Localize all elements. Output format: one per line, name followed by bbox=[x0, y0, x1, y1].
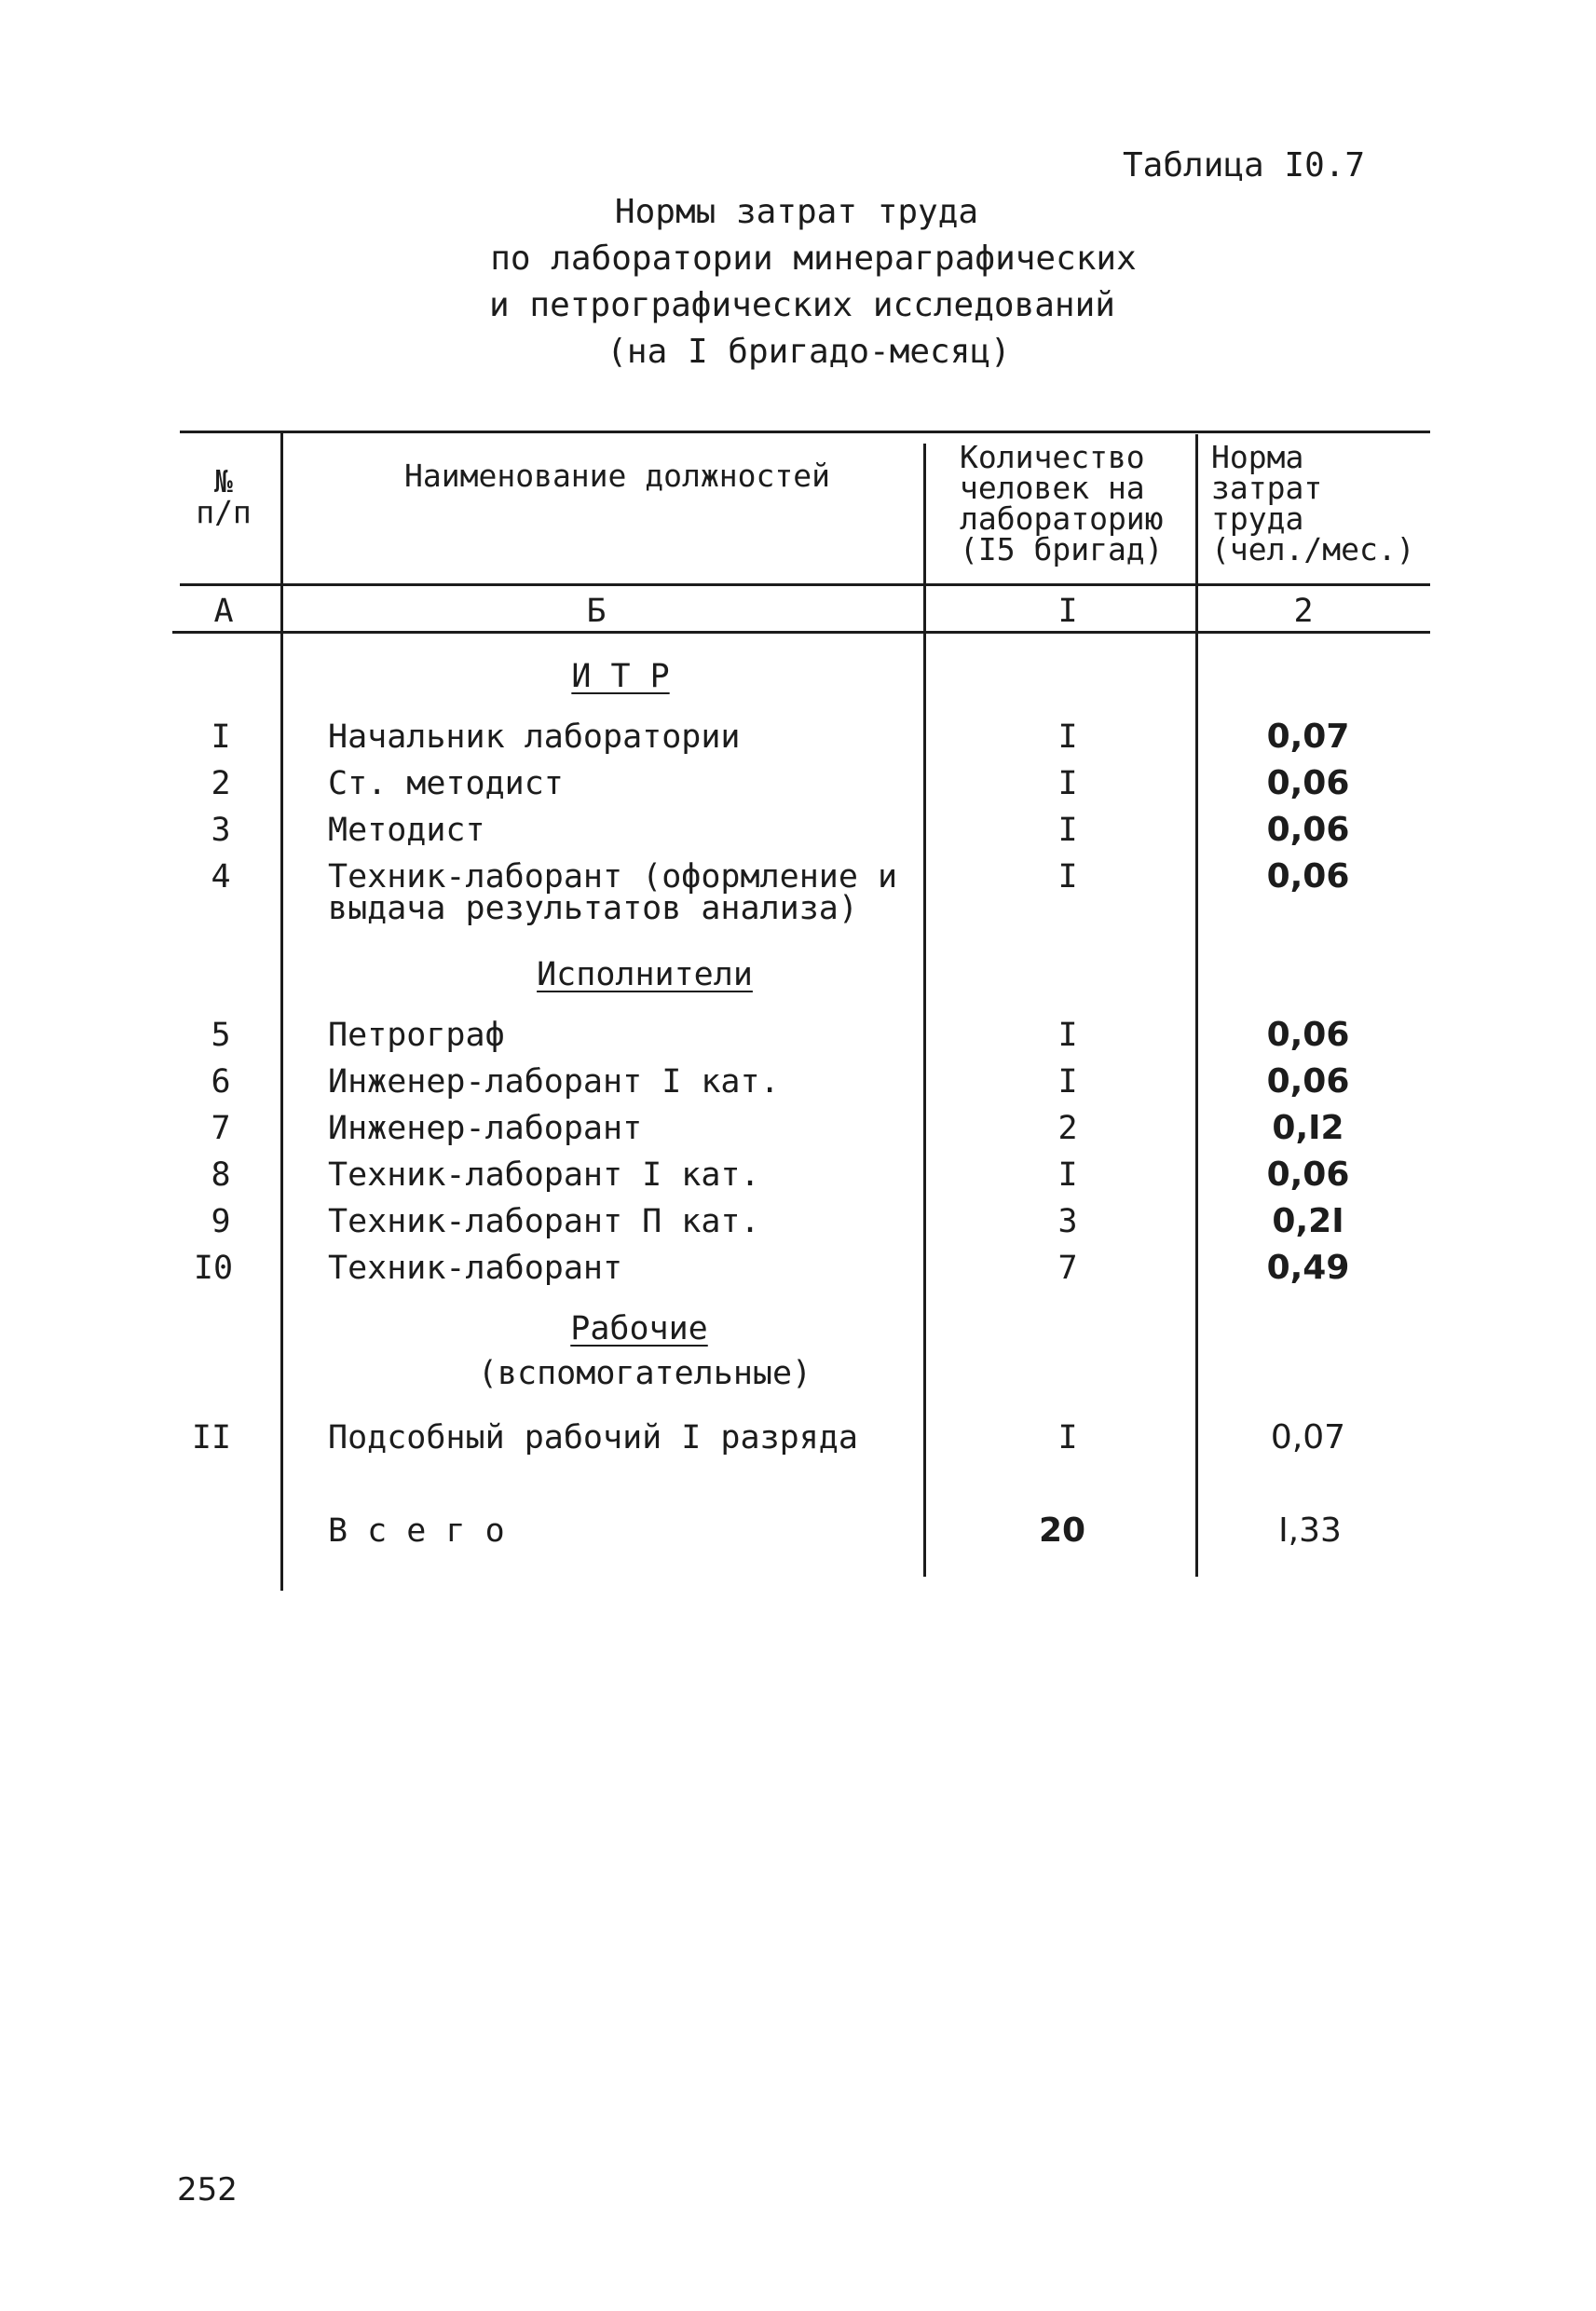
row-number: 9 bbox=[211, 1203, 231, 1240]
section-subheading-workers: (вспомогательные) bbox=[477, 1355, 812, 1392]
row-quantity: I bbox=[1057, 812, 1078, 849]
row-number: 7 bbox=[211, 1110, 231, 1147]
column-divider-3 bbox=[1195, 434, 1198, 1577]
row-number: I bbox=[211, 718, 231, 756]
column-code-norm: 2 bbox=[1293, 593, 1314, 630]
column-header-qty: Количество человек на лабораторию (I5 бригад) bbox=[960, 439, 1164, 567]
row-labor-norm: 0,2I bbox=[1272, 1202, 1344, 1240]
row-position-name: Петрограф bbox=[328, 1017, 505, 1054]
row-labor-norm: 0,06 bbox=[1266, 811, 1350, 849]
section-heading-workers: Рабочие bbox=[570, 1310, 708, 1347]
table-top-rule bbox=[180, 431, 1430, 433]
row-number: 2 bbox=[211, 765, 231, 802]
row-labor-norm: 0,06 bbox=[1266, 1156, 1350, 1194]
page-number: 252 bbox=[177, 2171, 238, 2208]
title-line-1: Нормы затрат труда bbox=[614, 193, 979, 231]
row-number: 8 bbox=[211, 1156, 231, 1194]
row-position-name-continued: выдача результатов анализа) bbox=[328, 890, 858, 927]
section-heading-itr: И Т Р bbox=[571, 658, 670, 695]
row-quantity: I bbox=[1057, 1017, 1078, 1054]
row-position-name: Подсобный рабочий I разряда bbox=[328, 1419, 858, 1456]
column-code-qty: I bbox=[1057, 593, 1078, 630]
row-position-name: Методист bbox=[328, 812, 485, 849]
row-position-name: Техник-лаборант I кат. bbox=[328, 1156, 760, 1194]
column-divider-1 bbox=[280, 431, 283, 1591]
row-labor-norm: 0,I2 bbox=[1272, 1109, 1344, 1147]
row-quantity: 2 bbox=[1057, 1110, 1078, 1147]
row-quantity: I bbox=[1057, 1156, 1078, 1194]
title-line-4: (на I бригадо-месяц) bbox=[607, 333, 1011, 371]
row-quantity: I bbox=[1057, 718, 1078, 756]
row-labor-norm: 0,07 bbox=[1270, 1418, 1346, 1456]
row-labor-norm: 0,06 bbox=[1266, 1016, 1350, 1054]
table-label: Таблица I0.7 bbox=[1123, 146, 1366, 185]
title-line-3: и петрографических исследований bbox=[489, 286, 1115, 324]
row-labor-norm: 0,06 bbox=[1266, 764, 1350, 802]
row-position-name: Ст. методист bbox=[328, 765, 564, 802]
header-bottom-rule bbox=[180, 583, 1430, 586]
column-header-norm: Норма затрат труда (чел./мес.) bbox=[1211, 439, 1415, 567]
column-code-name: Б bbox=[586, 593, 607, 630]
row-quantity: 7 bbox=[1057, 1250, 1078, 1287]
row-number: 3 bbox=[211, 812, 231, 849]
codes-bottom-rule bbox=[172, 631, 1430, 634]
column-header-num: № п/п bbox=[196, 463, 252, 530]
column-divider-2 bbox=[923, 444, 926, 1577]
row-quantity: I bbox=[1057, 1419, 1078, 1456]
row-position-name: Техник-лаборант (оформление и bbox=[328, 858, 898, 896]
total-label: В с е г о bbox=[328, 1512, 505, 1550]
row-number: I0 bbox=[193, 1250, 234, 1287]
row-quantity: 3 bbox=[1057, 1203, 1078, 1240]
row-position-name: Начальник лаборатории bbox=[328, 718, 741, 756]
row-quantity: I bbox=[1057, 765, 1078, 802]
total-quantity: 20 bbox=[1038, 1511, 1086, 1550]
section-heading-performers: Исполнители bbox=[537, 956, 753, 993]
row-position-name: Техник-лаборант П кат. bbox=[328, 1203, 760, 1240]
row-number: 6 bbox=[211, 1063, 231, 1101]
row-number: 4 bbox=[211, 858, 231, 896]
row-labor-norm: 0,06 bbox=[1266, 857, 1350, 896]
row-position-name: Инженер-лаборант I кат. bbox=[328, 1063, 780, 1101]
column-code-num: А bbox=[213, 593, 234, 630]
row-quantity: I bbox=[1057, 858, 1078, 896]
column-header-name: Наименование должностей bbox=[404, 458, 830, 494]
total-labor-norm: I,33 bbox=[1278, 1511, 1342, 1550]
row-position-name: Инженер-лаборант bbox=[328, 1110, 643, 1147]
row-number: II bbox=[191, 1419, 232, 1456]
row-position-name: Техник-лаборант bbox=[328, 1250, 623, 1287]
row-labor-norm: 0,07 bbox=[1266, 718, 1350, 756]
title-line-2: по лаборатории минераграфических bbox=[490, 239, 1137, 278]
row-quantity: I bbox=[1057, 1063, 1078, 1101]
row-labor-norm: 0,49 bbox=[1266, 1249, 1350, 1287]
row-labor-norm: 0,06 bbox=[1266, 1062, 1350, 1101]
row-number: 5 bbox=[211, 1017, 231, 1054]
